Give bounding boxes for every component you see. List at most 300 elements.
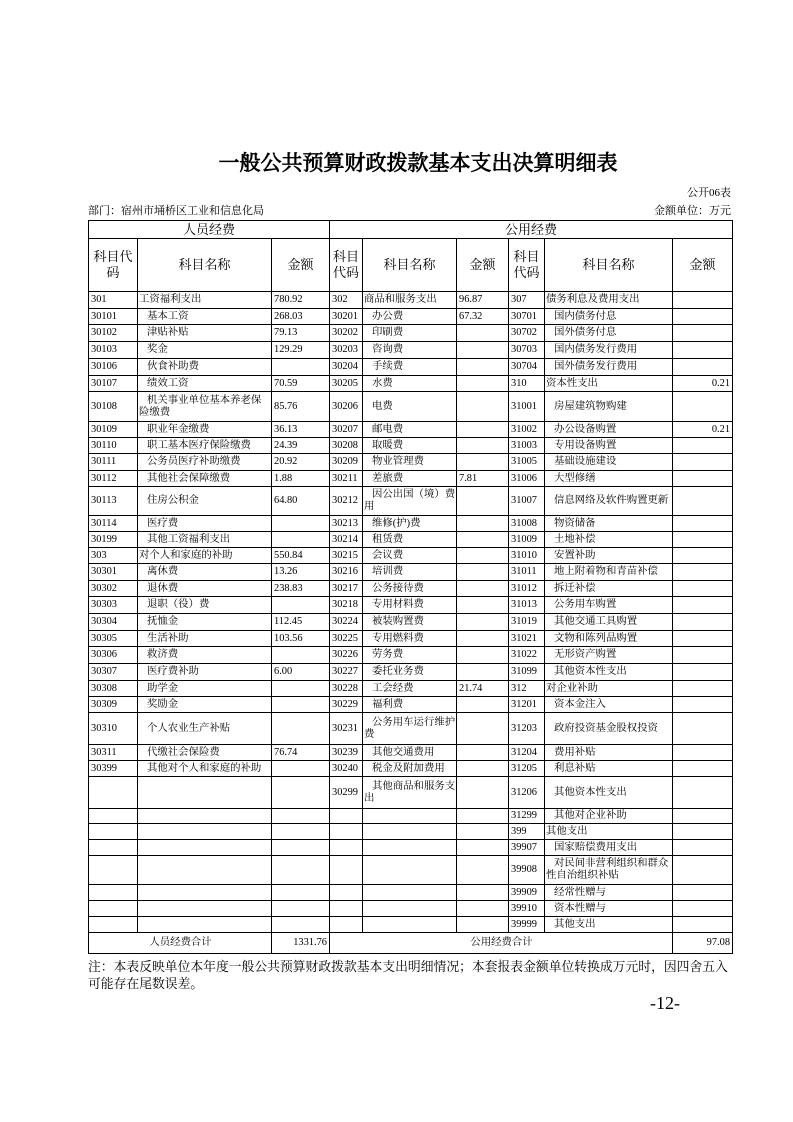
personnel-name-cell xyxy=(138,777,272,809)
public-b-amount-cell xyxy=(673,471,733,487)
public-a-name-cell: 咨询费 xyxy=(363,342,457,359)
personnel-name-cell: 离休费 xyxy=(138,564,272,581)
public-a-code-cell: 30206 xyxy=(330,392,363,422)
public-b-amount-cell xyxy=(673,438,733,454)
table-row xyxy=(89,697,733,713)
public-b-name-cell: 办公设备购置 xyxy=(545,422,673,438)
public-b-name-header: 科目名称 xyxy=(545,239,673,292)
public-b-name-cell: 资本性赠与 xyxy=(545,901,673,917)
personnel-name-cell: 职业年金缴费 xyxy=(138,422,272,438)
public-a-name-cell xyxy=(363,840,457,856)
personnel-amount-cell: 1.88 xyxy=(272,471,330,487)
personnel-name-cell xyxy=(138,809,272,824)
personnel-amount-cell xyxy=(272,761,330,777)
personnel-code-cell: 30303 xyxy=(89,597,138,614)
personnel-name-cell: 退休费 xyxy=(138,581,272,597)
personnel-amount-cell xyxy=(272,809,330,824)
public-a-code-cell xyxy=(330,856,363,885)
public-a-name-cell: 专用材料费 xyxy=(363,597,457,614)
public-a-name-cell: 税金及附加费用 xyxy=(363,761,457,777)
public-a-code-cell: 30240 xyxy=(330,761,363,777)
public-a-code-cell: 30217 xyxy=(330,581,363,597)
personnel-amount-cell xyxy=(272,713,330,745)
personnel-code-cell xyxy=(89,809,138,824)
public-b-code-cell: 31204 xyxy=(509,745,545,761)
public-a-amount-cell xyxy=(457,548,509,564)
personnel-code-cell xyxy=(89,885,138,901)
table-row xyxy=(89,532,733,548)
public-a-name-cell: 办公费 xyxy=(363,309,457,325)
personnel-name-cell: 助学金 xyxy=(138,681,272,697)
public-a-code-cell: 30228 xyxy=(330,681,363,697)
public-b-amount-cell xyxy=(673,901,733,917)
public-b-code-cell: 31009 xyxy=(509,532,545,548)
table-row xyxy=(89,761,733,777)
public-b-name-cell: 资本金注入 xyxy=(545,697,673,713)
public-b-name-cell: 基础设施建设 xyxy=(545,454,673,471)
personnel-amount-cell xyxy=(272,885,330,901)
public-a-amount-cell xyxy=(457,713,509,745)
public-b-name-cell: 公务用车购置 xyxy=(545,597,673,614)
public-b-name-cell: 地上附着物和青苗补偿 xyxy=(545,564,673,581)
personnel-code-cell: 30101 xyxy=(89,309,138,325)
public-b-code-cell: 30703 xyxy=(509,342,545,359)
public-a-name-cell: 维修(护)费 xyxy=(363,516,457,532)
table-row xyxy=(89,614,733,631)
public-a-amount-cell xyxy=(457,422,509,438)
table-row xyxy=(89,824,733,840)
personnel-amount-cell xyxy=(272,359,330,376)
public-a-name-cell: 电费 xyxy=(363,392,457,422)
personnel-name-cell xyxy=(138,885,272,901)
public-b-amount-cell xyxy=(673,664,733,681)
personnel-name-cell: 其他工资福利支出 xyxy=(138,532,272,548)
public-a-name-cell: 福利费 xyxy=(363,697,457,713)
public-b-code-cell: 312 xyxy=(509,681,545,697)
public-a-name-cell: 委托业务费 xyxy=(363,664,457,681)
personnel-code-cell: 301 xyxy=(89,292,138,309)
public-a-amount-cell xyxy=(457,631,509,647)
personnel-code-cell: 30110 xyxy=(89,438,138,454)
personnel-code-cell: 30108 xyxy=(89,392,138,422)
public-a-amount-cell xyxy=(457,917,509,933)
personnel-name-cell: 公务员医疗补助缴费 xyxy=(138,454,272,471)
personnel-amount-cell xyxy=(272,647,330,664)
public-a-name-cell xyxy=(363,885,457,901)
table-row xyxy=(89,713,733,745)
public-a-amount-cell xyxy=(457,647,509,664)
public-b-amount-cell xyxy=(673,777,733,809)
personnel-name-cell: 津贴补贴 xyxy=(138,325,272,342)
public-a-amount-cell xyxy=(457,597,509,614)
personnel-amount-cell: 129.29 xyxy=(272,342,330,359)
table-row xyxy=(89,376,733,392)
table-row xyxy=(89,438,733,454)
public-a-code-cell: 30211 xyxy=(330,471,363,487)
personnel-name-cell xyxy=(138,840,272,856)
public-a-amount-cell xyxy=(457,761,509,777)
public-b-code-cell: 31099 xyxy=(509,664,545,681)
public-b-code-cell: 31001 xyxy=(509,392,545,422)
public-b-amount-cell xyxy=(673,564,733,581)
table-row xyxy=(89,597,733,614)
public-b-name-cell: 政府投资基金股权投资 xyxy=(545,713,673,745)
public-b-code-cell: 30701 xyxy=(509,309,545,325)
personnel-amount-cell: 85.76 xyxy=(272,392,330,422)
public-a-amount-header: 金额 xyxy=(457,239,509,292)
public-a-amount-cell xyxy=(457,856,509,885)
public-b-name-cell: 其他支出 xyxy=(545,824,673,840)
personnel-code-cell: 30107 xyxy=(89,376,138,392)
group-header-row xyxy=(89,221,733,239)
personnel-code-cell: 30113 xyxy=(89,487,138,516)
public-a-amount-cell xyxy=(457,840,509,856)
public-a-name-cell: 印刷费 xyxy=(363,325,457,342)
public-group-header: 公用经费 xyxy=(330,221,733,239)
public-a-code-cell: 30299 xyxy=(330,777,363,809)
table-row xyxy=(89,359,733,376)
personnel-code-cell xyxy=(89,917,138,933)
public-b-name-cell: 其他资本性支出 xyxy=(545,777,673,809)
personnel-amount-cell: 20.92 xyxy=(272,454,330,471)
personnel-amount-cell xyxy=(272,516,330,532)
public-b-amount-cell xyxy=(673,697,733,713)
public-a-code-cell xyxy=(330,840,363,856)
table-row xyxy=(89,309,733,325)
public-a-name-header: 科目名称 xyxy=(363,239,457,292)
public-b-amount-cell xyxy=(673,292,733,309)
public-b-code-cell: 31021 xyxy=(509,631,545,647)
personnel-name-cell: 伙食补助费 xyxy=(138,359,272,376)
personnel-amount-cell: 36.13 xyxy=(272,422,330,438)
public-a-name-cell: 公务接待费 xyxy=(363,581,457,597)
public-a-name-cell: 会议费 xyxy=(363,548,457,564)
public-b-name-cell: 对企业补助 xyxy=(545,681,673,697)
public-b-name-cell: 信息网络及软件购置更新 xyxy=(545,487,673,516)
public-a-name-cell: 差旅费 xyxy=(363,471,457,487)
public-b-name-cell: 无形资产购置 xyxy=(545,647,673,664)
table-row xyxy=(89,631,733,647)
personnel-name-cell: 个人农业生产补贴 xyxy=(138,713,272,745)
personnel-code-cell: 30301 xyxy=(89,564,138,581)
public-b-name-cell: 其他支出 xyxy=(545,917,673,933)
personnel-amount-cell: 550.84 xyxy=(272,548,330,564)
personnel-amount-cell: 24.39 xyxy=(272,438,330,454)
public-b-amount-cell: 0.21 xyxy=(673,422,733,438)
public-a-amount-cell: 21.74 xyxy=(457,681,509,697)
table-row xyxy=(89,745,733,761)
personnel-code-cell: 30102 xyxy=(89,325,138,342)
public-a-amount-cell xyxy=(457,777,509,809)
personnel-amount-cell xyxy=(272,856,330,885)
personnel-code-cell xyxy=(89,856,138,885)
personnel-name-cell xyxy=(138,917,272,933)
personnel-amount-cell: 238.83 xyxy=(272,581,330,597)
public-a-name-cell: 邮电费 xyxy=(363,422,457,438)
public-a-amount-cell: 67.32 xyxy=(457,309,509,325)
personnel-amount-cell: 64.80 xyxy=(272,487,330,516)
public-a-amount-cell xyxy=(457,824,509,840)
public-a-name-cell: 专用燃料费 xyxy=(363,631,457,647)
public-b-amount-cell xyxy=(673,342,733,359)
public-b-amount-cell xyxy=(673,856,733,885)
public-b-code-cell: 39908 xyxy=(509,856,545,885)
personnel-name-cell: 抚恤金 xyxy=(138,614,272,631)
public-b-code-cell: 31006 xyxy=(509,471,545,487)
personnel-name-header: 科目名称 xyxy=(138,239,272,292)
table-row xyxy=(89,564,733,581)
public-a-code-cell: 30226 xyxy=(330,647,363,664)
public-b-name-cell: 安置补助 xyxy=(545,548,673,564)
public-b-name-cell: 拆迁补偿 xyxy=(545,581,673,597)
personnel-total-amount: 1331.76 xyxy=(272,933,330,954)
personnel-code-header: 科目代码 xyxy=(89,239,138,292)
personnel-group-header: 人员经费 xyxy=(89,221,330,239)
public-b-amount-cell xyxy=(673,548,733,564)
personnel-amount-cell: 70.59 xyxy=(272,376,330,392)
personnel-name-cell: 对个人和家庭的补助 xyxy=(138,548,272,564)
public-b-code-cell: 31019 xyxy=(509,614,545,631)
public-b-amount-cell xyxy=(673,681,733,697)
personnel-name-cell: 奖励金 xyxy=(138,697,272,713)
public-a-code-cell: 30215 xyxy=(330,548,363,564)
public-b-amount-cell xyxy=(673,532,733,548)
public-a-amount-cell xyxy=(457,376,509,392)
unit-label: 金额单位：万元 xyxy=(654,205,731,217)
public-b-code-cell: 399 xyxy=(509,824,545,840)
personnel-amount-cell: 76.74 xyxy=(272,745,330,761)
personnel-code-cell: 30306 xyxy=(89,647,138,664)
personnel-name-cell: 生活补助 xyxy=(138,631,272,647)
personnel-amount-cell: 112.45 xyxy=(272,614,330,631)
public-a-amount-cell xyxy=(457,325,509,342)
personnel-amount-cell xyxy=(272,777,330,809)
personnel-amount-cell: 6.00 xyxy=(272,664,330,681)
personnel-code-cell: 30199 xyxy=(89,532,138,548)
personnel-name-cell: 救济费 xyxy=(138,647,272,664)
personnel-name-cell: 代缴社会保险费 xyxy=(138,745,272,761)
personnel-name-cell: 职工基本医疗保险缴费 xyxy=(138,438,272,454)
personnel-code-cell xyxy=(89,840,138,856)
public-total-label: 公用经费合计 xyxy=(330,933,673,954)
public-b-name-cell: 国外债务发行费用 xyxy=(545,359,673,376)
page-number: -12- xyxy=(650,993,680,1013)
public-b-name-cell: 其他资本性支出 xyxy=(545,664,673,681)
public-a-code-cell: 30201 xyxy=(330,309,363,325)
public-a-code-cell: 30207 xyxy=(330,422,363,438)
personnel-amount-cell: 13.26 xyxy=(272,564,330,581)
public-b-amount-cell xyxy=(673,581,733,597)
personnel-code-cell: 30111 xyxy=(89,454,138,471)
public-b-code-cell: 31005 xyxy=(509,454,545,471)
personnel-code-cell: 30112 xyxy=(89,471,138,487)
public-a-code-cell xyxy=(330,809,363,824)
personnel-code-cell: 30399 xyxy=(89,761,138,777)
public-b-name-cell: 资本性支出 xyxy=(545,376,673,392)
table-row xyxy=(89,581,733,597)
public-b-name-cell: 物资储备 xyxy=(545,516,673,532)
personnel-code-cell: 30305 xyxy=(89,631,138,647)
personnel-name-cell: 其他对个人和家庭的补助 xyxy=(138,761,272,777)
form-number: 公开06表 xyxy=(687,187,731,199)
public-a-name-cell: 工会经费 xyxy=(363,681,457,697)
public-b-code-cell: 31205 xyxy=(509,761,545,777)
public-b-amount-cell xyxy=(673,614,733,631)
public-b-amount-cell xyxy=(673,454,733,471)
public-b-amount-cell xyxy=(673,597,733,614)
public-b-amount-cell xyxy=(673,917,733,933)
public-b-amount-cell xyxy=(673,824,733,840)
public-a-name-cell xyxy=(363,824,457,840)
public-b-name-cell: 费用补贴 xyxy=(545,745,673,761)
personnel-amount-cell xyxy=(272,901,330,917)
public-b-name-cell: 对民间非营利组织和群众性自治组织补贴 xyxy=(545,856,673,885)
public-b-name-cell: 土地补偿 xyxy=(545,532,673,548)
public-a-name-cell: 租赁费 xyxy=(363,532,457,548)
public-a-name-cell xyxy=(363,856,457,885)
public-b-code-cell: 31003 xyxy=(509,438,545,454)
public-a-code-cell: 30227 xyxy=(330,664,363,681)
table-row xyxy=(89,422,733,438)
personnel-amount-cell: 79.13 xyxy=(272,325,330,342)
public-b-code-cell: 31013 xyxy=(509,597,545,614)
public-a-name-cell xyxy=(363,901,457,917)
public-a-name-cell xyxy=(363,917,457,933)
table-row xyxy=(89,325,733,342)
table-row xyxy=(89,664,733,681)
personnel-name-cell xyxy=(138,824,272,840)
personnel-code-cell: 30302 xyxy=(89,581,138,597)
personnel-name-cell: 基本工资 xyxy=(138,309,272,325)
public-b-name-cell: 文物和陈列品购置 xyxy=(545,631,673,647)
table-row xyxy=(89,840,733,856)
personnel-name-cell: 医疗费 xyxy=(138,516,272,532)
public-b-amount-cell xyxy=(673,392,733,422)
public-a-amount-cell xyxy=(457,564,509,581)
table-row xyxy=(89,516,733,532)
public-b-code-cell: 30704 xyxy=(509,359,545,376)
expenditure-table xyxy=(88,220,733,954)
public-b-amount-cell xyxy=(673,325,733,342)
public-a-amount-cell xyxy=(457,885,509,901)
public-a-code-cell: 30209 xyxy=(330,454,363,471)
public-b-code-header: 科目代码 xyxy=(509,239,545,292)
public-b-amount-cell xyxy=(673,809,733,824)
table-row xyxy=(89,777,733,809)
public-b-amount-cell xyxy=(673,745,733,761)
public-a-code-cell: 30216 xyxy=(330,564,363,581)
public-a-amount-cell: 7.81 xyxy=(457,471,509,487)
page-title: 一般公共预算财政拨款基本支出决算明细表 xyxy=(218,151,618,175)
public-b-code-cell: 31022 xyxy=(509,647,545,664)
public-a-amount-cell xyxy=(457,392,509,422)
public-total-amount: 97.08 xyxy=(673,933,733,954)
public-a-code-cell xyxy=(330,885,363,901)
personnel-amount-cell xyxy=(272,824,330,840)
public-a-amount-cell xyxy=(457,745,509,761)
public-b-name-cell: 房屋建筑物购建 xyxy=(545,392,673,422)
public-a-amount-cell xyxy=(457,901,509,917)
personnel-amount-cell xyxy=(272,697,330,713)
total-row xyxy=(89,933,733,954)
public-a-amount-cell xyxy=(457,516,509,532)
public-b-name-cell: 其他交通工具购置 xyxy=(545,614,673,631)
personnel-amount-cell xyxy=(272,840,330,856)
public-b-amount-cell xyxy=(673,516,733,532)
public-a-code-cell xyxy=(330,917,363,933)
personnel-code-cell xyxy=(89,777,138,809)
public-b-name-cell: 国内债务发行费用 xyxy=(545,342,673,359)
public-a-name-cell: 劳务费 xyxy=(363,647,457,664)
personnel-amount-cell xyxy=(272,917,330,933)
public-a-amount-cell xyxy=(457,809,509,824)
table-row xyxy=(89,292,733,309)
table-row xyxy=(89,885,733,901)
public-b-amount-cell xyxy=(673,713,733,745)
department-label: 部门：宿州市埇桥区工业和信息化局 xyxy=(88,205,264,217)
public-b-amount-cell xyxy=(673,359,733,376)
personnel-code-cell: 30308 xyxy=(89,681,138,697)
public-a-code-cell: 30204 xyxy=(330,359,363,376)
public-b-code-cell: 31011 xyxy=(509,564,545,581)
public-b-name-cell: 专用设备购置 xyxy=(545,438,673,454)
personnel-code-cell: 30109 xyxy=(89,422,138,438)
personnel-total-label: 人员经费合计 xyxy=(89,933,272,954)
public-b-code-cell: 31203 xyxy=(509,713,545,745)
public-a-code-cell: 30205 xyxy=(330,376,363,392)
public-a-code-cell: 30212 xyxy=(330,487,363,516)
public-a-name-cell: 被装购置费 xyxy=(363,614,457,631)
public-a-amount-cell xyxy=(457,454,509,471)
public-a-amount-cell xyxy=(457,342,509,359)
public-a-code-cell: 30225 xyxy=(330,631,363,647)
table-row xyxy=(89,454,733,471)
personnel-amount-cell xyxy=(272,532,330,548)
public-b-code-cell: 31002 xyxy=(509,422,545,438)
public-a-code-header: 科目代码 xyxy=(330,239,363,292)
public-a-amount-cell xyxy=(457,532,509,548)
personnel-name-cell: 医疗费补助 xyxy=(138,664,272,681)
public-b-name-cell: 国外债务付息 xyxy=(545,325,673,342)
personnel-code-cell: 30106 xyxy=(89,359,138,376)
public-a-code-cell xyxy=(330,824,363,840)
public-a-code-cell: 30213 xyxy=(330,516,363,532)
public-a-code-cell: 302 xyxy=(330,292,363,309)
personnel-code-cell: 30311 xyxy=(89,745,138,761)
column-header-row xyxy=(89,239,733,292)
public-b-amount-cell xyxy=(673,885,733,901)
public-b-name-cell: 国内债务付息 xyxy=(545,309,673,325)
public-a-code-cell xyxy=(330,901,363,917)
public-b-name-cell: 国家赔偿费用支出 xyxy=(545,840,673,856)
personnel-amount-cell: 103.56 xyxy=(272,631,330,647)
public-b-amount-cell xyxy=(673,487,733,516)
personnel-name-cell: 工资福利支出 xyxy=(138,292,272,309)
public-b-code-cell: 31007 xyxy=(509,487,545,516)
public-a-amount-cell xyxy=(457,581,509,597)
public-b-code-cell: 39909 xyxy=(509,885,545,901)
public-a-amount-cell xyxy=(457,359,509,376)
table-row xyxy=(89,392,733,422)
personnel-code-cell: 303 xyxy=(89,548,138,564)
public-a-name-cell: 物业管理费 xyxy=(363,454,457,471)
public-b-name-cell: 经常性赠与 xyxy=(545,885,673,901)
public-a-name-cell: 公务用车运行维护费 xyxy=(363,713,457,745)
public-a-name-cell: 水费 xyxy=(363,376,457,392)
personnel-code-cell: 30304 xyxy=(89,614,138,631)
public-b-code-cell: 39999 xyxy=(509,917,545,933)
public-b-amount-cell: 0.21 xyxy=(673,376,733,392)
